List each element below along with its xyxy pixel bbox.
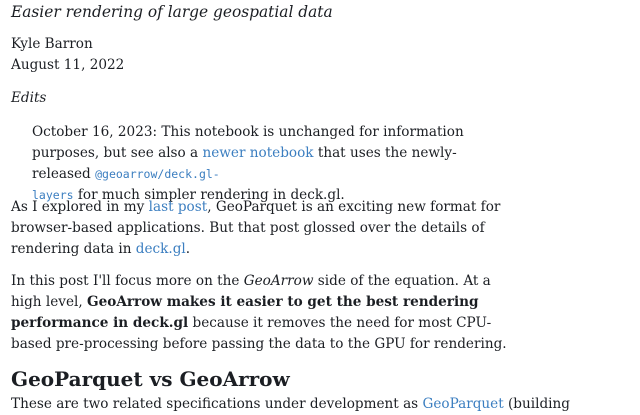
intro-paragraph: As I explored in my last post, GeoParquet is an exciting new format for browser-based applications. But that post glossed over the details of rendering data in deck.gl. — [11, 199, 501, 257]
focus-paragraph: In this post I'll focus more on the GeoArrow side of the equation. At a high level, GeoArrow makes it easier to get the best rendering performance in deck.gl because it removes the need for most CPU-based pre-processing before passing the data to the GPU for rendering. — [11, 273, 507, 352]
package-name-code[interactable]: @geoarrow/deck.gl- layers — [32, 167, 220, 202]
article-subtitle: Easier rendering of large geospatial data — [11, 3, 333, 21]
geoarrow-emphasis: GeoArrow — [243, 273, 314, 289]
edit-note-text: that uses the newly-released — [32, 145, 457, 182]
section-heading: GeoParquet vs GeoArrow — [11, 367, 290, 391]
geoparquet-link[interactable]: GeoParquet — [422, 396, 504, 412]
edits-label: Edits — [11, 90, 47, 106]
publish-date: August 11, 2022 — [11, 57, 125, 73]
key-point-bold: GeoArrow makes it easier to get the best rendering performance in deck.gl — [11, 294, 479, 331]
section-paragraph: These are two related specifications under development as GeoParquet (building — [11, 396, 570, 412]
deckgl-link[interactable]: deck.gl — [135, 241, 186, 257]
last-post-link[interactable]: last post — [148, 199, 208, 215]
edit-note — [32, 122, 504, 206]
edit-note-text: for much simpler rendering in deck.gl. — [73, 187, 345, 203]
author-name: Kyle Barron — [11, 36, 93, 52]
edit-note-text: October 16, 2023: This notebook is unchanged for information purposes, but see also a — [32, 124, 464, 161]
newer-notebook-link[interactable]: newer notebook — [202, 145, 314, 161]
